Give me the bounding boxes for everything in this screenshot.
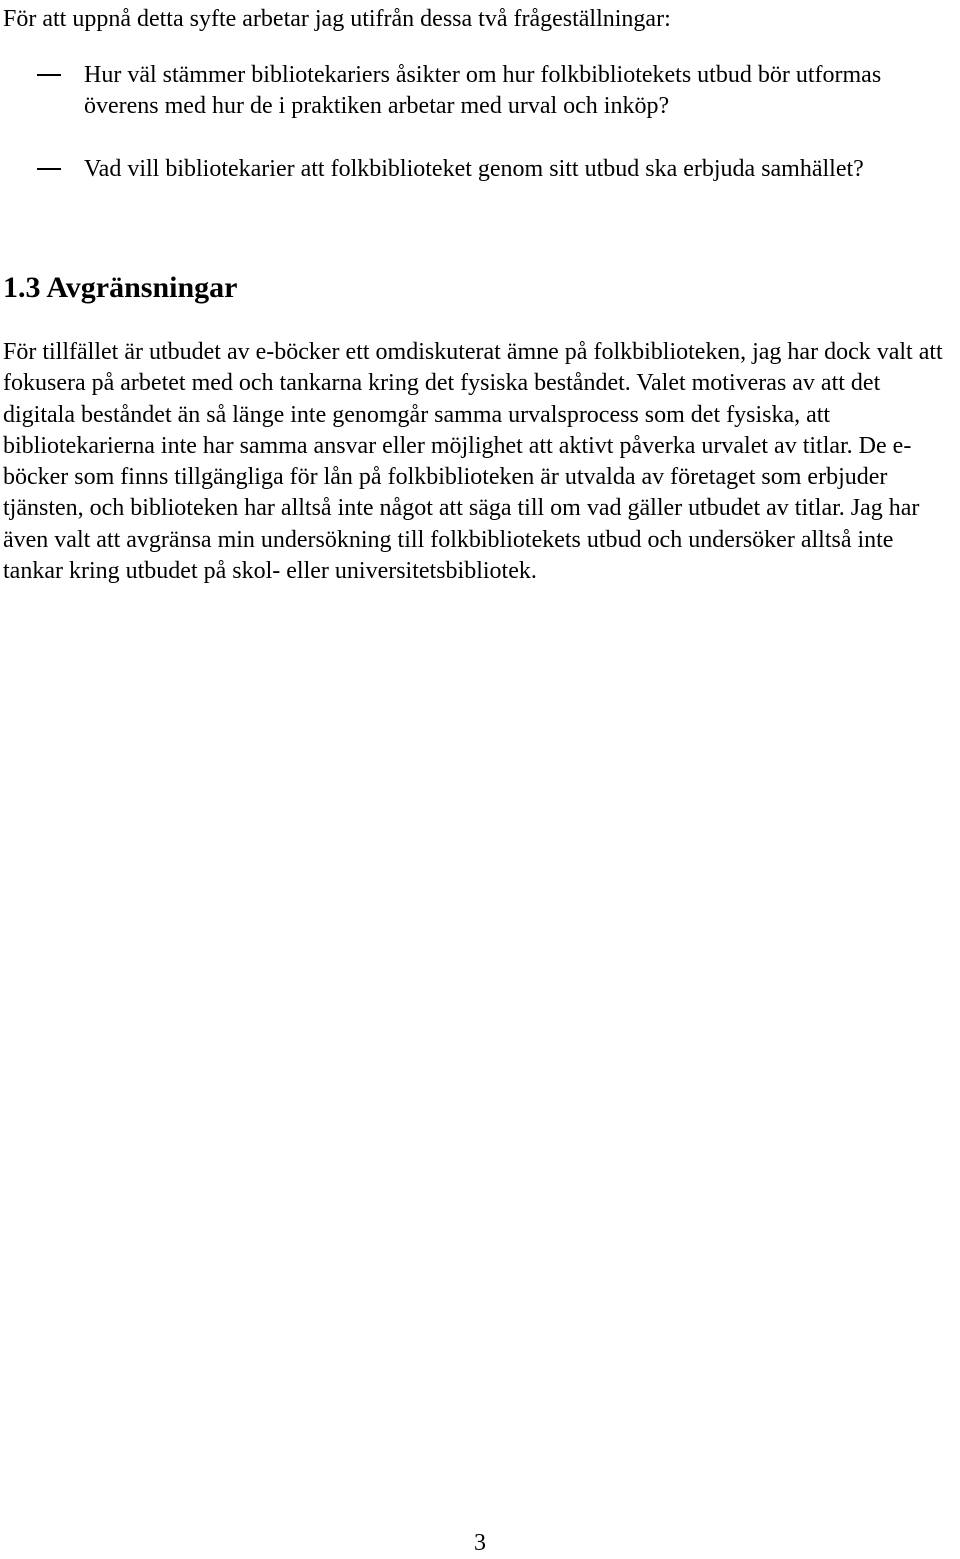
intro-text: För att uppnå detta syfte arbetar jag utifrån dessa två frågeställningar:	[3, 6, 671, 32]
section-heading: 1.3 Avgränsningar	[3, 271, 238, 304]
section-paragraph: För tillfället är utbudet av e-böcker ett omdiskuterat ämne på folkbiblioteken, jag har dock valt att fokusera på arbetet med och tankarna kring det fysiska beståndet. Valet motiveras av att det digitala beståndet än så länge inte genomgår samma urvalsprocess som det fysiska, att bibliotekarierna inte har samma ansvar eller möjlighet att aktivt påverka urvalet av titlar. De e-böcker som finns tillgängliga för lån på folkbiblioteken är utvalda av företaget som erbjuder tjänsten, och biblioteken har alltså inte något att säga till om vad gäller utbudet av titlar. Jag har även valt att avgränsa min undersökning till folkbibliotekets utbud och undersöker alltså inte tankar kring utbudet på skol- eller universitetsbibliotek.	[3, 339, 943, 585]
dash-bullet	[37, 168, 61, 170]
page-number: 3	[474, 1530, 486, 1556]
question-text: Hur väl stämmer bibliotekariers åsikter om hur folkbibliotekets utbud bör utformas överens med hur de i praktiken arbetar med urval och inköp?	[84, 62, 882, 119]
question-text: Vad vill bibliotekarier att folkbiblioteket genom sitt utbud ska erbjuda samhället?	[84, 156, 864, 182]
dash-bullet	[37, 74, 61, 76]
